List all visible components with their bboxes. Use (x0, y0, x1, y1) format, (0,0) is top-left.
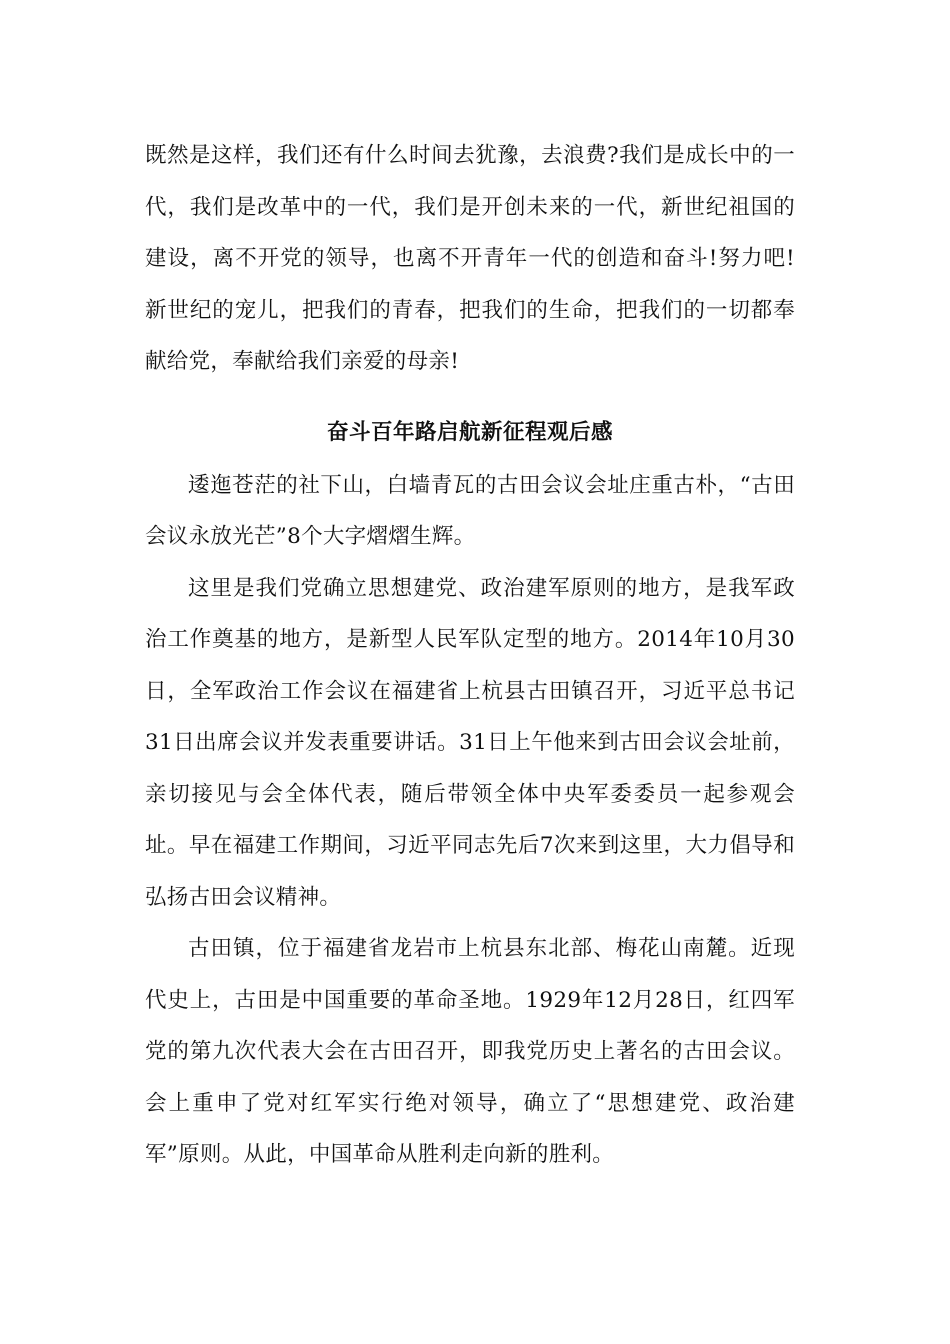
paragraph-3: 古田镇，位于福建省龙岩市上杭县东北部、梅花山南麓。近现代史上，古田是中国重要的革命圣地。1929年12月28日，红四军党的第九次代表大会在古田召开，即我党历史上著名的古田会议。会上重申了党对红军实行绝对领导，确立了“思想建党、政治建军”原则。从此，中国革命从胜利走向新的胜利。 (145, 936, 795, 1167)
document-body (145, 130, 795, 1181)
paragraph-1: 逶迤苍茫的社下山，白墙青瓦的古田会议会址庄重古朴，“古田会议永放光芒”8个大字熠熠生辉。 (145, 472, 795, 549)
article-title: 奋斗百年路启航新征程观后感 (326, 419, 613, 445)
intro-paragraph: 既然是这样，我们还有什么时间去犹豫，去浪费?我们是成长中的一代，我们是改革中的一代，我们是开创未来的一代，新世纪祖国的建设，离不开党的领导，也离不开青年一代的创造和奋斗!努力吧!新世纪的宠儿，把我们的青春，把我们的生命，把我们的一切都奉献给党，奉献给我们亲爱的母亲! (145, 143, 795, 374)
paragraph-2: 这里是我们党确立思想建党、政治建军原则的地方，是我军政治工作奠基的地方，是新型人民军队定型的地方。2014年10月30日，全军政治工作会议在福建省上杭县古田镇召开，习近平总书记31日出席会议并发表重要讲话。31日上午他来到古田会议会址前，亲切接见与会全体代表，随后带领全体中央军委委员一起参观会址。早在福建工作期间，习近平同志先后7次来到这里，大力倡导和弘扬古田会议精神。 (145, 575, 795, 910)
